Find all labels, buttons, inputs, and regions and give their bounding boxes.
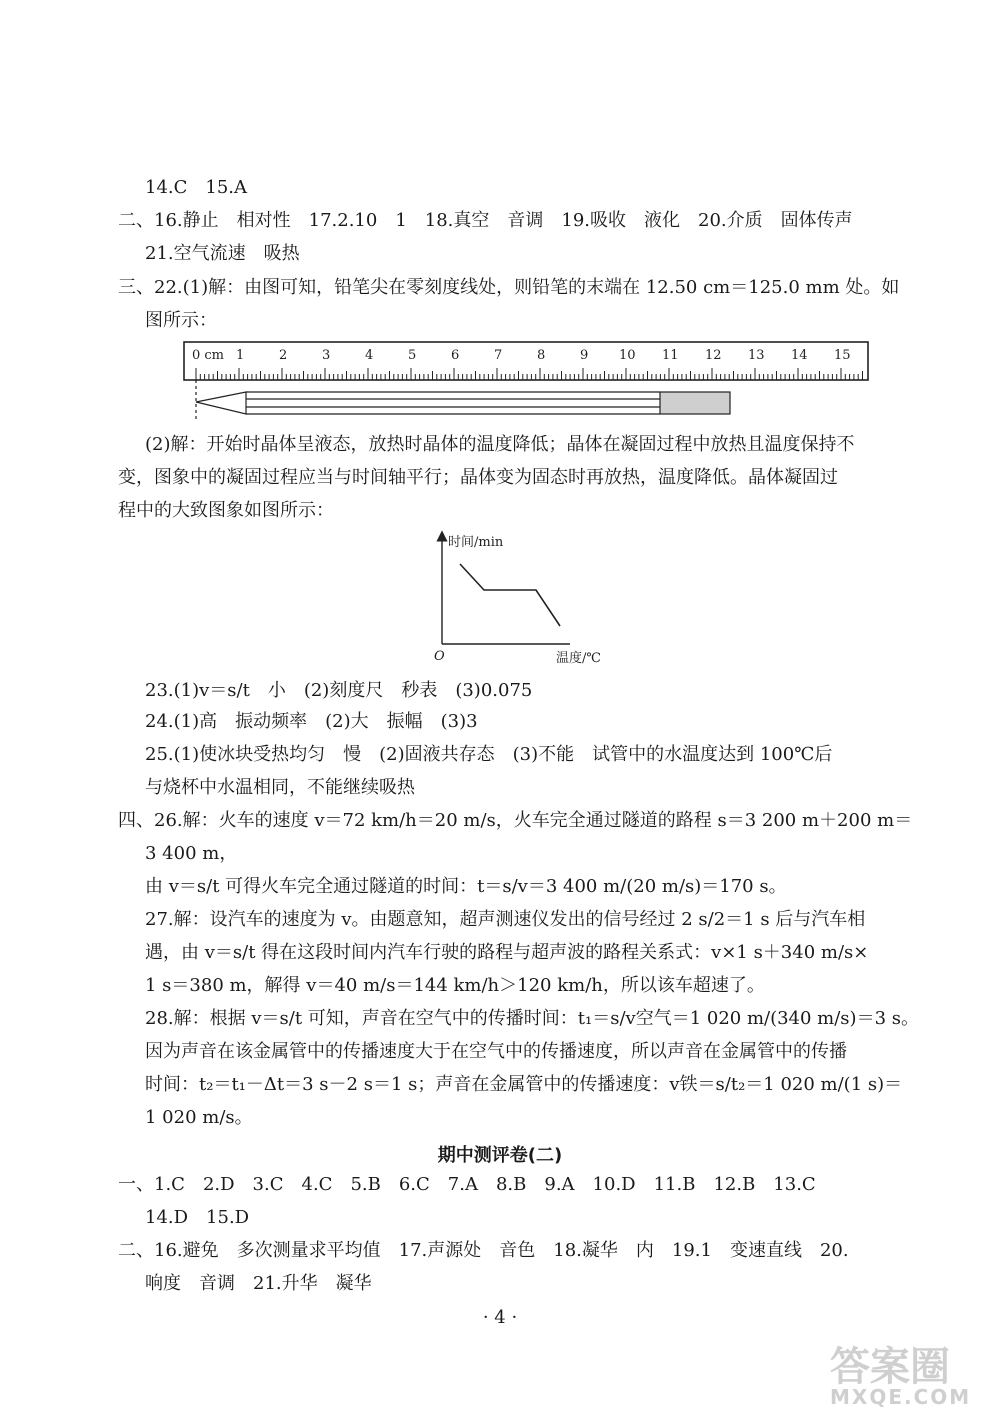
ruler-tick-label: 12 (705, 348, 722, 363)
answer-line: 14.D 15.D (145, 1207, 250, 1228)
ruler-tick-label: 13 (748, 348, 765, 363)
answer-line: 24.(1)高 振动频率 (2)大 振幅 (3)3 (145, 711, 478, 732)
ruler-tick-label: 1 (236, 348, 245, 363)
ruler-labels (236, 348, 851, 363)
ruler-tick-label: 9 (580, 348, 589, 363)
answer-line: 响度 音调 21.升华 凝华 (145, 1273, 372, 1294)
ruler-tick-label: 8 (537, 348, 546, 363)
answer-line: 21.空气流速 吸热 (145, 243, 300, 264)
ruler-unit-label: 0 cm (192, 348, 225, 363)
answer-line: 一、1.C 2.D 3.C 4.C 5.B 6.C 7.A 8.B 9.A 10.D 11.B 12.B 13.C (118, 1174, 816, 1195)
answer-line: 时间：t₂＝t₁－Δt＝3 s－2 s＝1 s；声音在金属管中的传播速度：v铁＝s/t₂＝1 020 m/(1 s)＝ (145, 1074, 903, 1095)
answer-line: 二、16.静止 相对性 17.2.10 1 18.真空 音调 19.吸收 液化 20.介质 固体传声 (118, 210, 853, 231)
answer-line: 23.(1)v＝s/t 小 (2)刻度尺 秒表 (3)0.075 (145, 680, 533, 701)
ruler-tick-label: 2 (279, 348, 288, 363)
cooling-curve (460, 564, 560, 626)
ruler-tick-label: 15 (834, 348, 851, 363)
answer-line: 3 400 m， (145, 843, 238, 864)
x-axis-label: 温度/℃ (556, 651, 601, 666)
ruler-tick-label: 14 (791, 348, 808, 363)
answer-line: 27.解：设汽车的速度为 v。由题意知，超声测速仪发出的信号经过 2 s/2＝1 s 后与汽车相 (145, 909, 866, 930)
answer-line: 28.解：根据 v＝s/t 可知，声音在空气中的传播时间：t₁＝s/v空气＝1 020 m/(340 m/s)＝3 s。 (145, 1008, 919, 1029)
watermark-logo: 答案圈 (830, 1344, 950, 1390)
y-axis-label: 时间/min (448, 535, 504, 550)
ruler-tick-label: 10 (619, 348, 636, 363)
answer-line: 遇，由 v＝s/t 得在这段时间内汽车行驶的路程与超声波的路程关系式：v×1 s＋340 m/s× (145, 942, 869, 963)
section-title: 期中测评卷(二) (437, 1145, 563, 1166)
answer-line: 程中的大致图象如图所示： (118, 500, 334, 521)
origin-label: O (434, 649, 445, 664)
ruler-tick-label: 6 (451, 348, 460, 363)
ruler-tick-label: 7 (494, 348, 503, 363)
ruler-tick-label: 11 (662, 348, 679, 363)
answer-line: 因为声音在该金属管中的传播速度大于在空气中的传播速度，所以声音在金属管中的传播 (145, 1041, 847, 1062)
ruler-ticks (196, 368, 863, 380)
ruler-pencil-figure (180, 340, 870, 422)
cooling-curve-graph (420, 530, 630, 670)
answer-line: 1 s＝380 m，解得 v＝40 m/s＝144 km/h＞120 km/h，所以该车超速了。 (145, 975, 765, 996)
answer-line: 由 v＝s/t 可得火车完全通过隧道的时间：t＝s/v＝3 400 m/(20 m/s)＝170 s。 (145, 876, 787, 897)
answer-line: 四、26.解：火车的速度 v＝72 km/h＝20 m/s，火车完全通过隧道的路程 s＝3 200 m＋200 m＝ (118, 810, 913, 831)
answer-line: 三、22.(1)解：由图可知，铅笔尖在零刻度线处，则铅笔的末端在 12.50 cm＝125.0 mm 处。如 (118, 277, 900, 298)
page-number: · 4 · (482, 1307, 518, 1328)
answer-line: 14.C 15.A (145, 177, 248, 198)
ruler-tick-label: 5 (408, 348, 417, 363)
answer-line: (2)解：开始时晶体呈液态，放热时晶体的温度降低；晶体在凝固过程中放热且温度保持不 (145, 434, 855, 455)
answer-line: 与烧杯中水温相同，不能继续吸热 (145, 777, 415, 798)
answer-line: 二、16.避免 多次测量求平均值 17.声源处 音色 18.凝华 内 19.1 变速直线 20. (118, 1240, 849, 1261)
answer-line: 图所示： (145, 310, 217, 331)
pencil (196, 380, 730, 422)
answer-line: 25.(1)使冰块受热均匀 慢 (2)固液共存态 (3)不能 试管中的水温度达到 100℃后 (145, 744, 833, 765)
answer-line: 1 020 m/s。 (145, 1107, 253, 1128)
ruler-tick-label: 4 (365, 348, 374, 363)
ruler-tick-label: 3 (322, 348, 331, 363)
watermark-url: MXQE.COM (830, 1385, 972, 1409)
answer-line: 变，图象中的凝固过程应当与时间轴平行；晶体变为固态时再放热，温度降低。晶体凝固过 (118, 467, 838, 488)
